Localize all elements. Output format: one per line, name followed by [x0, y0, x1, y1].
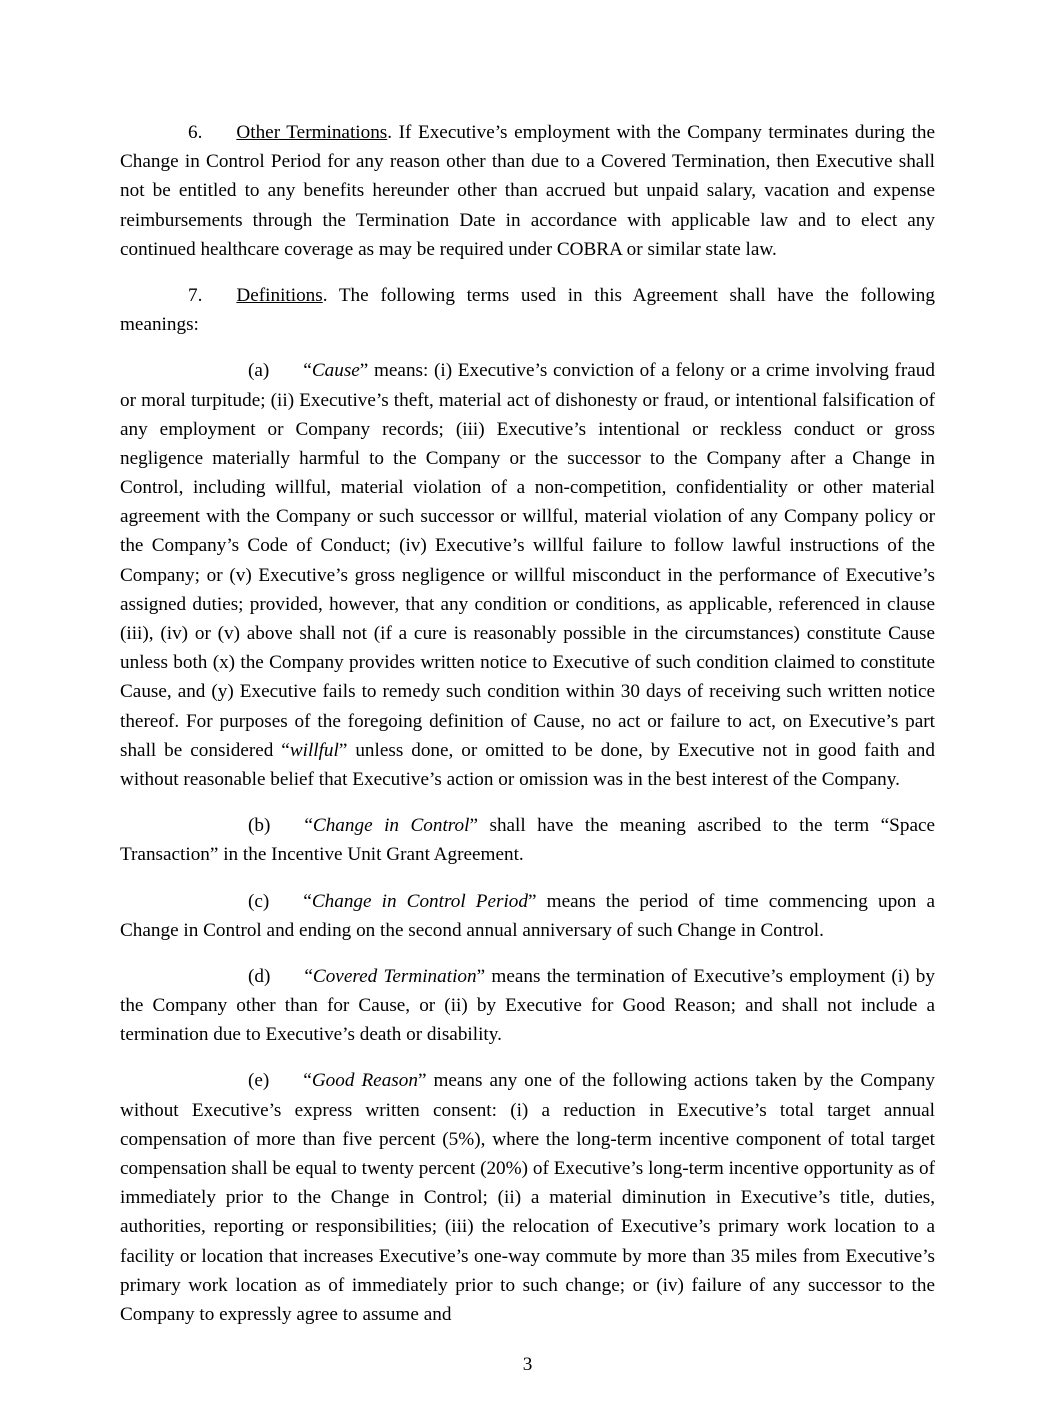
definition-c-letter: (c) — [248, 890, 270, 912]
definition-e-paragraph — [120, 1066, 935, 1329]
definition-e-letter: (e) — [248, 1070, 270, 1092]
definition-a-close-quote: ” — [359, 360, 369, 382]
definition-b-open-quote: “ — [304, 815, 313, 837]
definition-a-body: means: (i) Executive’s conviction of a felony or a crime involving fraud or moral turpitude; (ii) Executive’s theft, material act of dishonesty or fraud, or intentional falsification of any employment or Company records; (iii) Executive’s intentional or reckless conduct or gross negligence materially harmful to the Company or the successor to the Company after a Change in Control, including willful, material violation of a non-competition, confidentiality or other material agreement with the Company or such successor or willful, material violation of any Company policy or the Company’s Code of Conduct; (iv) Executive’s willful failure to follow lawful instructions of the Company; or (v) Executive’s gross negligence or willful misconduct in the performance of Executive’s assigned duties; provided, however, that any condition or conditions, as applicable, referenced in clause (iii), (iv) or (v) above shall not (if a cure is reasonably possible in the circumstances) constitute Cause unless both (x) the Company provides written notice to Executive of such condition claimed to constitute Cause, and (y) Executive fails to remedy such condition within 30 days of receiving such written notice thereof. For purposes of the foregoing definition of Cause, no act or failure to act, on Executive’s part shall be considered “ — [120, 360, 935, 761]
definition-b-paragraph — [120, 811, 935, 869]
section-6-paragraph — [120, 118, 935, 264]
section-7-paragraph — [120, 281, 935, 339]
definition-d-paragraph — [120, 962, 935, 1050]
definition-b-term: Change in Control — [312, 815, 470, 837]
definition-c-close-quote: ” — [528, 890, 537, 912]
definition-c-open-quote: “ — [303, 890, 312, 912]
definition-e-close-quote: ” — [417, 1070, 427, 1092]
definition-c-paragraph — [120, 887, 935, 945]
definition-d-close-quote: ” — [476, 965, 486, 987]
section-7-heading: Definitions — [236, 284, 323, 306]
definition-e-term: Good Reason — [311, 1070, 418, 1092]
definition-d-open-quote: “ — [304, 965, 313, 987]
definition-b-body: shall have the meaning ascribed to the term “Space Transaction” in the Incentive Unit Grant Agreement. — [120, 815, 935, 866]
definition-d-term: Covered Termination — [312, 965, 477, 987]
definition-b-letter: (b) — [248, 815, 271, 837]
definition-a-term: Cause — [311, 360, 360, 382]
definition-a-paragraph — [120, 356, 935, 794]
definition-a-body-italic-tail: willful — [289, 739, 339, 761]
definition-b-close-quote: ” — [469, 815, 478, 837]
definition-a-letter: (a) — [248, 360, 270, 382]
definition-a-body-tail: ” unless done, or omitted to be done, by Executive not in good faith and without reasonable belief that Executive’s action or omission was in the best interest of the Company. — [120, 739, 935, 790]
page-number: 3 — [522, 1353, 533, 1375]
section-6-heading: Other Terminations — [236, 122, 388, 143]
section-6-number: 6. — [188, 122, 203, 143]
definition-c-term: Change in Control Period — [311, 890, 528, 912]
definition-e-body: means any one of the following actions taken by the Company without Executive’s express written consent: (i) a reduction in Executive’s total target annual compensation of more than five percent (5%), where the long-term incentive component of total target compensation shall be equal to twenty percent (20%) of Executive’s long-term incentive opportunity as of immediately prior to the Change in Control; (ii) a material diminution in Executive’s title, duties, authorities, reporting or responsibilities; (iii) the relocation of Executive’s primary work location to a facility or location that increases Executive’s one-way commute by more than 35 miles from Executive’s primary work location as of immediately prior to such change; or (iv) failure of any successor to the Company to expressly agree to assume and — [120, 1070, 936, 1325]
section-7-body: . The following terms used in this Agreement shall have the following meanings: — [120, 284, 935, 336]
definition-c-body: means the period of time commencing upon a Change in Control and ending on the second annual anniversary of such Change in Control. — [120, 890, 935, 941]
section-6-body: . If Executive’s employment with the Company terminates during the Change in Control Period for any reason other than due to a Covered Termination, then Executive shall not be entitled to any benefits hereunder other than accrued but unpaid salary, vacation and expense reimbursements through the Termination Date in accordance with applicable law and to elect any continued healthcare coverage as may be required under COBRA or similar state law. — [120, 122, 936, 260]
definition-e-open-quote: “ — [303, 1070, 312, 1092]
definition-d-body: means the termination of Executive’s employment (i) by the Company other than for Cause, or (ii) by Executive for Good Reason; and shall not include a termination due to Executive’s death or disability. — [120, 965, 935, 1046]
definition-d-letter: (d) — [248, 965, 271, 987]
section-7-number: 7. — [188, 284, 203, 306]
definition-a-open-quote: “ — [303, 360, 312, 382]
